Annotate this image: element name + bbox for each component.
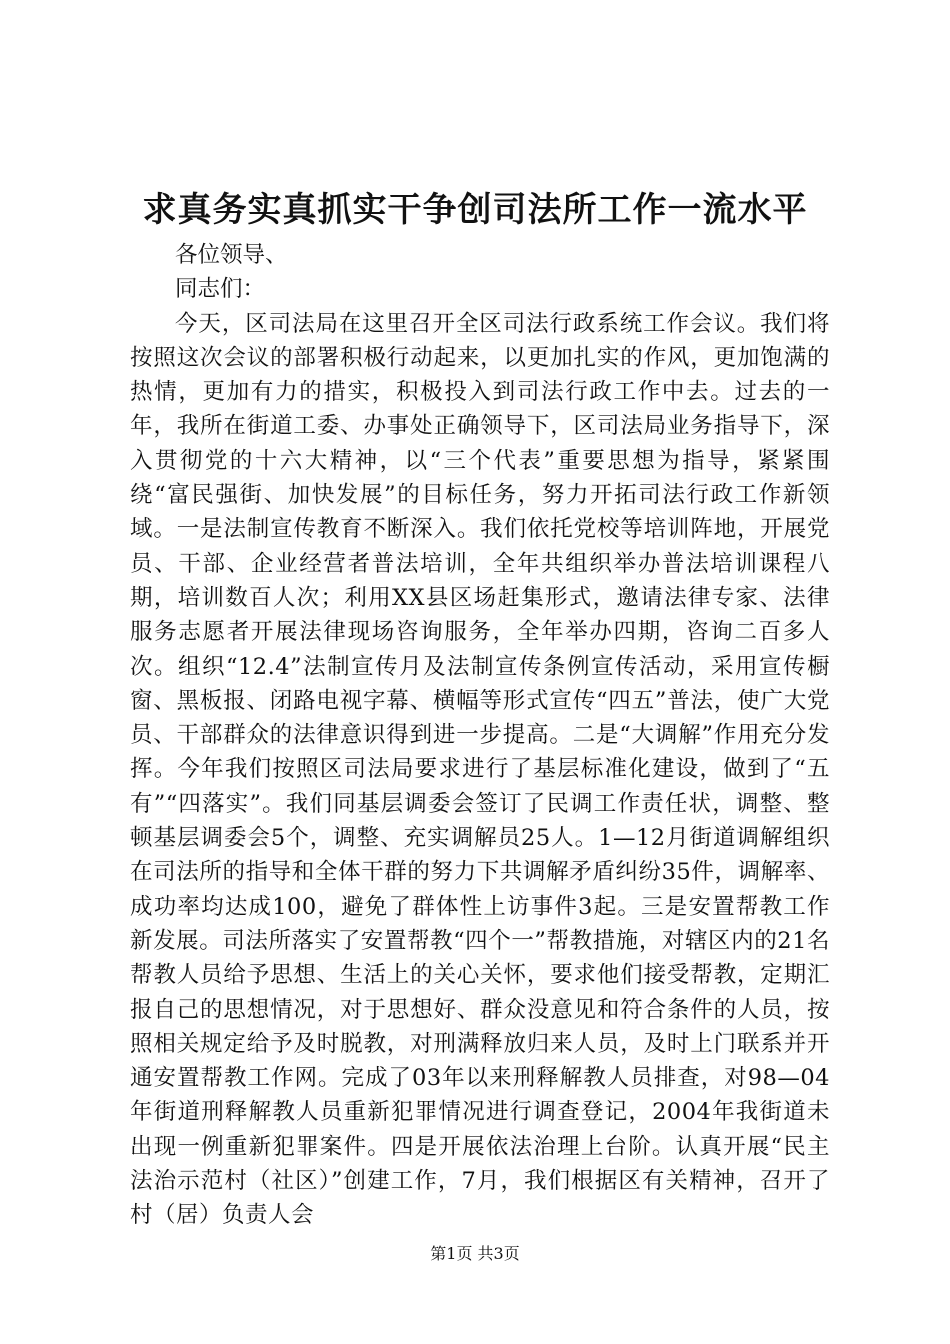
greeting-line-2: 同志们： <box>175 276 266 303</box>
document-body <box>130 238 830 1233</box>
body-paragraph: 今天，区司法局在这里召开全区司法行政系统工作会议。我们将按照这次会议的部署积极行动起来，以更加扎实的作风，更加饱满的热情，更加有力的措实，积极投入到司法行政工作中去。过去的一年，我所在街道工委、办事处正确领导下，区司法局业务指导下，深入贯彻党的十六大精神，以“三个代表”重要思想为指导，紧紧围绕“富民强街、加快发展”的目标任务，努力开拓司法行政工作新领域。一是法制宣传教育不断深入。我们依托党校等培训阵地，开展党员、干部、企业经营者普法培训，全年共组织举办普法培训课程八期，培训数百人次；利用XX县区场赶集形式，邀请法律专家、法律服务志愿者开展法律现场咨询服务，全年举办四期，咨询二百多人次。组织“12.4”法制宣传月及法制宣传条例宣传活动，采用宣传橱窗、黑板报、闭路电视字幕、横幅等形式宣传“四五”普法，使广大党员、干部群众的法律意识得到进一步提高。二是“大调解”作用充分发挥。今年我们按照区司法局要求进行了基层标准化建设，做到了“五有”“四落实”。我们同基层调委会签订了民调工作责任状，调整、整顿基层调委会5个，调整、充实调解员25人。1—12月街道调解组织在司法所的指导和全体干群的努力下共调解矛盾纠纷35件，调解率、成功率均达成100，避免了群体性上访事件3起。三是安置帮教工作新发展。司法所落实了安置帮教“四个一”帮教措施，对辖区内的21名帮教人员给予思想、生活上的关心关怀，要求他们接受帮教，定期汇报自己的思想情况，对于思想好、群众没意见和符合条件的人员，按照相关规定给予及时脱教，对刑满释放归来人员，及时上门联系并开通安置帮教工作网。完成了03年以来刑释解教人员排查，对98—04年街道刑释解教人员重新犯罪情况进行调查登记，2004年我街道未出现一例重新犯罪案件。四是开展依法治理上台阶。认真开展“民主法治示范村（社区）”创建工作，7月，我们根据区有关精神，召开了村（居）负责人会 <box>130 310 830 1229</box>
document-title: 求真务实真抓实干争创司法所工作一流水平 <box>142 190 808 230</box>
page-footer: 第1页 共3页 <box>430 1244 520 1263</box>
greeting-line-1: 各位领导、 <box>175 242 288 268</box>
